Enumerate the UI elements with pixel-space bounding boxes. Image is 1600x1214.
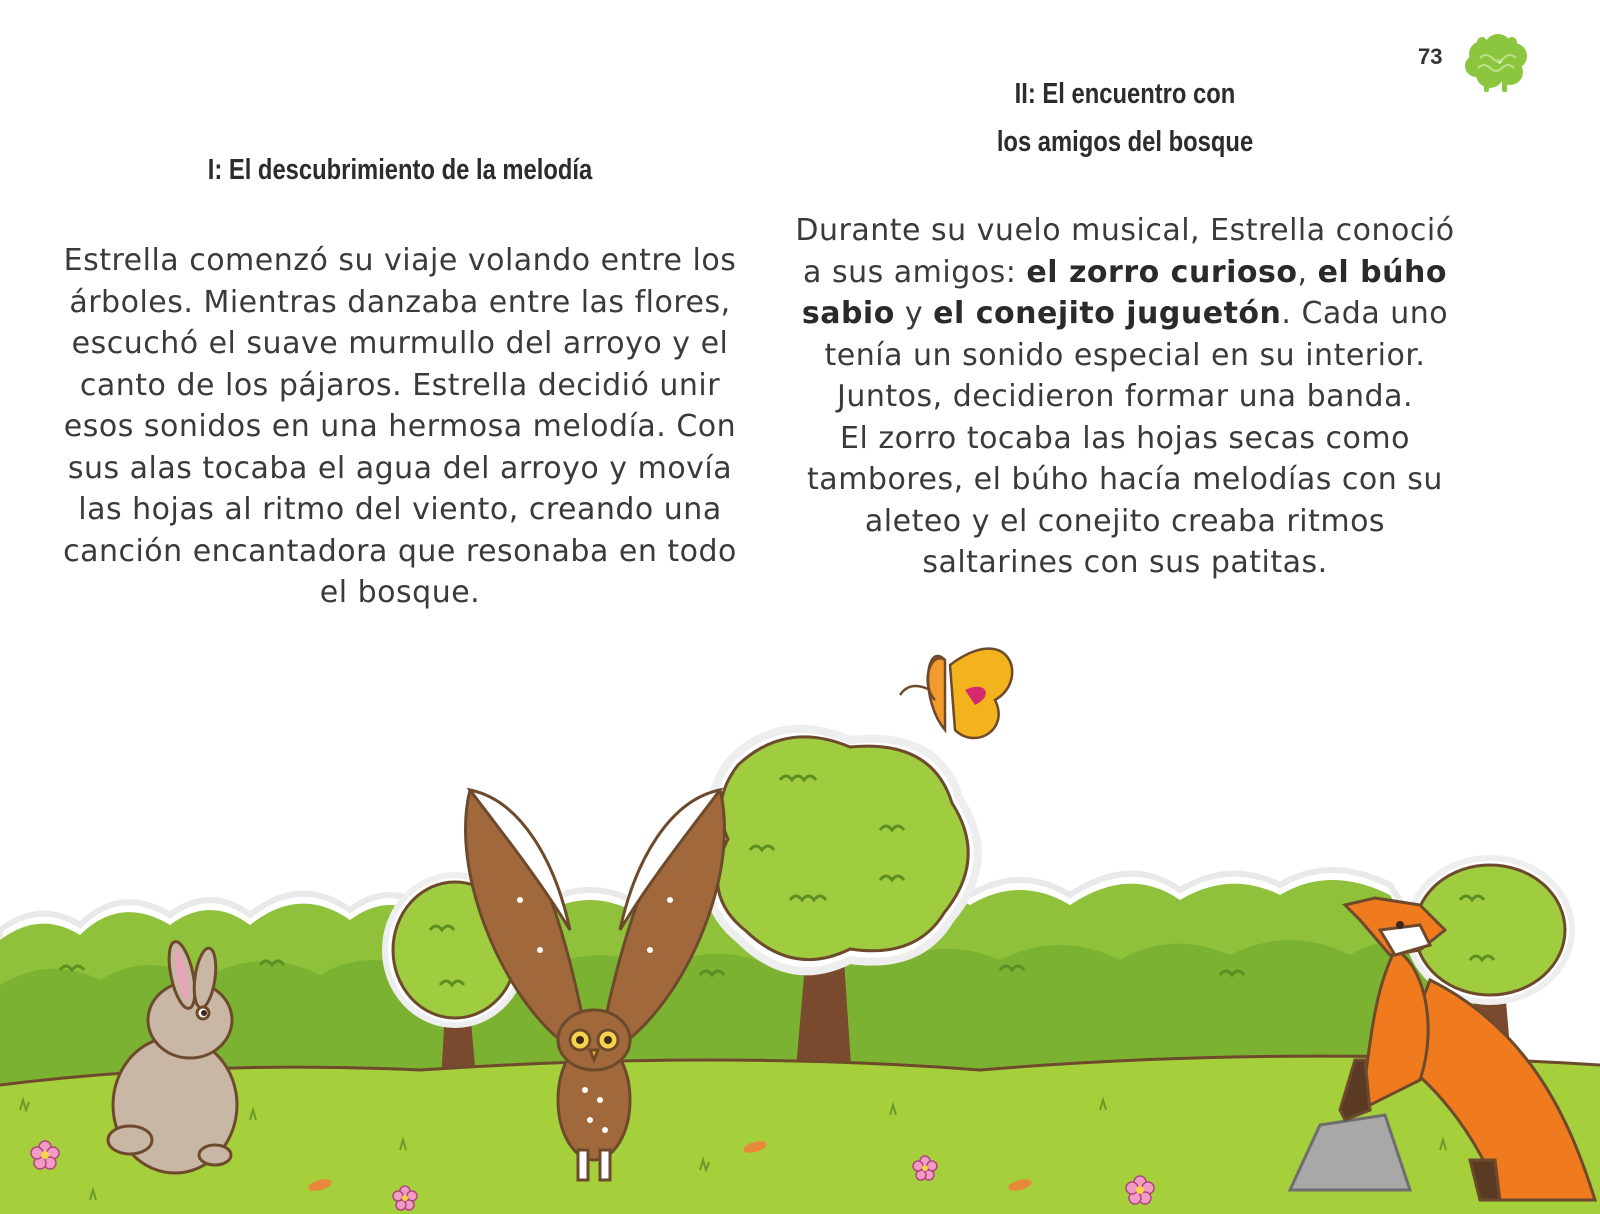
- section-1-heading: I: El descubrimiento de la melodía: [207, 154, 593, 186]
- fox-name: el zorro curioso: [1026, 254, 1298, 290]
- section-2-rest: . Cada uno tenía un sonido especial en su interior. Juntos, decidieron formar una banda.: [824, 296, 1449, 414]
- page-number: 73: [1418, 44, 1443, 69]
- owl-name: el búho sabio: [801, 254, 1447, 331]
- separator-2: y: [894, 296, 934, 331]
- section-2-heading-line-2: los amigos del bosque: [996, 126, 1254, 158]
- section-2-heading: [908, 70, 1343, 166]
- section-1-paragraph: Estrella comenzó su viaje volando entre los árboles. Mientras danzaba entre las flores, escuchó el suave murmullo del arroyo y el canto de los pájaros. Estrella decidió unir esos sonidos en una hermosa melodía. Con sus alas tocaba el agua del arroyo y movía las hojas al ritmo del viento, creando una canción encantadora que resonaba en todo el bosque.: [63, 243, 737, 610]
- separator-1: ,: [1297, 254, 1318, 290]
- section-2-paragraph-2: El zorro tocaba las hojas secas como tambores, el búho hacía melodías con su aleteo y el conejito creaba ritmos saltarines con sus patitas.: [807, 420, 1443, 580]
- butterfly-illustration: [900, 649, 1012, 738]
- green-cloud-sheep-icon: [1462, 32, 1530, 94]
- rabbit-name: el conejito juguetón: [933, 296, 1282, 331]
- forest-scene-illustration: [0, 620, 1600, 1214]
- section-2-heading-line-1: II: El encuentro con: [1014, 78, 1236, 110]
- section-2-paragraph: [790, 210, 1460, 584]
- section-2-intro: Durante su vuelo musical, Estrella conoció a sus amigos:: [795, 213, 1455, 290]
